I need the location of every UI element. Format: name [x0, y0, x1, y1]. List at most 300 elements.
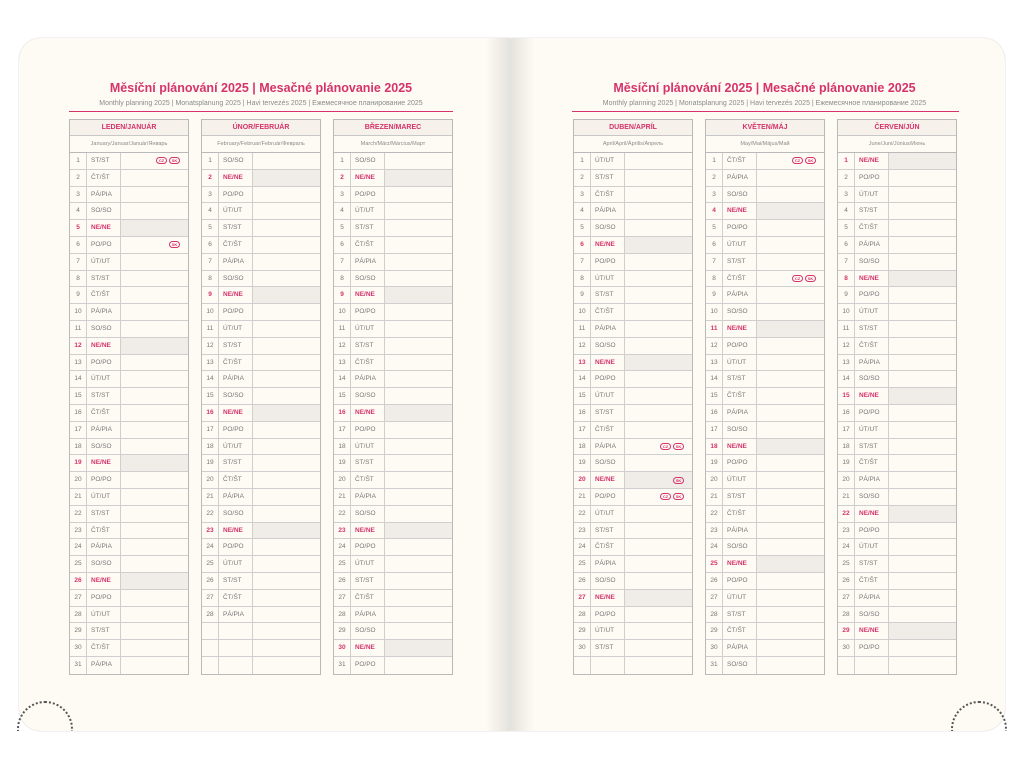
note-cell [889, 472, 956, 488]
note-cell [121, 371, 188, 387]
day-number: 2 [838, 170, 855, 186]
note-cell [253, 203, 320, 219]
note-cell [757, 338, 824, 354]
weekday-label: ČT/ŠT [87, 523, 121, 539]
day-row [706, 506, 824, 523]
note-cell [889, 203, 956, 219]
weekday-label: ST/ST [219, 220, 253, 236]
day-number: 26 [706, 573, 723, 589]
note-cell [625, 304, 692, 320]
day-number: 25 [706, 556, 723, 572]
weekday-label: SO/SO [723, 539, 757, 555]
month-translations: January/Januar/Január/Январь [70, 136, 188, 153]
weekday-label: SO/SO [591, 573, 625, 589]
day-row [838, 187, 956, 204]
weekday-label: ČT/ŠT [591, 422, 625, 438]
note-cell [121, 254, 188, 270]
weekday-label: PÁ/PIA [87, 187, 121, 203]
day-row [706, 254, 824, 271]
note-cell [385, 304, 452, 320]
note-cell [889, 271, 956, 287]
holiday-badge-icon: CZ [156, 157, 167, 164]
note-cell [121, 405, 188, 421]
day-row [202, 170, 320, 187]
note-cell [625, 388, 692, 404]
note-cell [757, 455, 824, 471]
day-row [334, 405, 452, 422]
day-row [334, 304, 452, 321]
day-number: 7 [706, 254, 723, 270]
day-row [838, 455, 956, 472]
note-cell [121, 623, 188, 639]
day-number [202, 623, 219, 639]
day-row [70, 556, 188, 573]
weekday-label: PÁ/PIA [87, 304, 121, 320]
note-cell [625, 237, 692, 253]
weekday-label: ČT/ŠT [855, 220, 889, 236]
holiday-badge-icon: SK [169, 157, 180, 164]
day-row [838, 489, 956, 506]
weekday-label: ÚT/UT [219, 203, 253, 219]
weekday-label: NE/NE [855, 388, 889, 404]
day-number: 1 [70, 153, 87, 169]
day-number: 10 [574, 304, 591, 320]
corner-dots-decoration [17, 701, 73, 757]
day-row [574, 657, 692, 674]
note-cell [625, 607, 692, 623]
day-number: 10 [706, 304, 723, 320]
day-row [706, 489, 824, 506]
day-row [574, 254, 692, 271]
day-row [334, 187, 452, 204]
day-row [706, 590, 824, 607]
day-row [838, 170, 956, 187]
day-number: 12 [838, 338, 855, 354]
month-name: KVĚTEN/MÁJ [706, 120, 824, 136]
weekday-label: SO/SO [723, 187, 757, 203]
note-cell [385, 556, 452, 572]
day-row [70, 287, 188, 304]
note-cell [625, 590, 692, 606]
day-number: 28 [70, 607, 87, 623]
day-number: 8 [202, 271, 219, 287]
note-cell [757, 321, 824, 337]
day-number: 23 [334, 523, 351, 539]
note-cell [121, 455, 188, 471]
month-translations: June/Juni/Június/Июнь [838, 136, 956, 153]
day-row [202, 455, 320, 472]
weekday-label: ÚT/UT [723, 355, 757, 371]
day-number: 25 [838, 556, 855, 572]
note-cell [121, 304, 188, 320]
note-cell [385, 455, 452, 471]
weekday-label: NE/NE [351, 640, 385, 656]
weekday-label: SO/SO [351, 388, 385, 404]
month-name: LEDEN/JANUÁR [70, 120, 188, 136]
day-number: 6 [70, 237, 87, 253]
day-row [202, 254, 320, 271]
day-number: 14 [706, 371, 723, 387]
day-row [202, 657, 320, 674]
weekday-label [219, 657, 253, 674]
day-number: 7 [574, 254, 591, 270]
day-row [574, 203, 692, 220]
weekday-label: ST/ST [87, 623, 121, 639]
day-row [334, 287, 452, 304]
day-row [574, 506, 692, 523]
day-number: 27 [574, 590, 591, 606]
weekday-label: ČT/ŠT [351, 237, 385, 253]
day-row [202, 287, 320, 304]
note-cell [253, 640, 320, 656]
day-row [838, 371, 956, 388]
weekday-label: PO/PO [351, 187, 385, 203]
day-row [706, 170, 824, 187]
note-cell [889, 657, 956, 674]
title-divider [572, 111, 959, 112]
note-cell [757, 640, 824, 656]
day-number: 14 [334, 371, 351, 387]
day-number: 4 [70, 203, 87, 219]
day-number: 5 [838, 220, 855, 236]
weekday-label [219, 623, 253, 639]
note-cell [625, 439, 692, 455]
weekday-label: PO/PO [855, 405, 889, 421]
note-cell [625, 203, 692, 219]
weekday-label: ÚT/UT [87, 254, 121, 270]
note-cell [121, 439, 188, 455]
day-number: 27 [706, 590, 723, 606]
month-table [837, 119, 957, 675]
day-number: 6 [574, 237, 591, 253]
weekday-label: ÚT/UT [87, 489, 121, 505]
weekday-label: ČT/ŠT [219, 355, 253, 371]
weekday-label: ST/ST [591, 523, 625, 539]
day-row [838, 472, 956, 489]
note-cell [385, 506, 452, 522]
note-cell [757, 203, 824, 219]
day-row [574, 539, 692, 556]
day-row [70, 590, 188, 607]
left-page [19, 38, 511, 731]
note-cell [757, 590, 824, 606]
note-cell [253, 254, 320, 270]
day-number [574, 657, 591, 674]
day-number: 19 [706, 455, 723, 471]
holiday-badge-icon: CZ [792, 157, 803, 164]
weekday-label: PO/PO [87, 355, 121, 371]
day-number: 8 [70, 271, 87, 287]
weekday-label: ÚT/UT [351, 203, 385, 219]
day-number: 30 [574, 640, 591, 656]
weekday-label: ÚT/UT [87, 371, 121, 387]
day-row [70, 623, 188, 640]
day-number: 30 [334, 640, 351, 656]
day-number: 8 [706, 271, 723, 287]
weekday-label: ST/ST [351, 573, 385, 589]
weekday-label: PÁ/PIA [87, 539, 121, 555]
weekday-label: ST/ST [351, 455, 385, 471]
note-cell [889, 304, 956, 320]
note-cell [253, 455, 320, 471]
day-row [202, 506, 320, 523]
weekday-label: PO/PO [591, 607, 625, 623]
weekday-label: SO/SO [219, 153, 253, 169]
day-number: 4 [838, 203, 855, 219]
day-number: 29 [838, 623, 855, 639]
weekday-label: NE/NE [87, 338, 121, 354]
day-row [574, 623, 692, 640]
day-row [70, 271, 188, 288]
weekday-label: SO/SO [855, 607, 889, 623]
weekday-label: ČT/ŠT [723, 153, 757, 169]
day-row [838, 153, 956, 170]
day-row [334, 623, 452, 640]
day-number: 19 [574, 455, 591, 471]
day-row [838, 388, 956, 405]
day-number: 18 [706, 439, 723, 455]
note-cell [253, 271, 320, 287]
weekday-label: ČT/ŠT [87, 170, 121, 186]
weekday-label: SO/SO [591, 338, 625, 354]
note-cell [625, 254, 692, 270]
weekday-label: PO/PO [351, 304, 385, 320]
note-cell [757, 371, 824, 387]
day-row [838, 439, 956, 456]
weekday-label: SO/SO [87, 556, 121, 572]
day-number: 10 [202, 304, 219, 320]
month-name: BŘEZEN/MAREC [334, 120, 452, 136]
note-cell [121, 506, 188, 522]
weekday-label: ST/ST [591, 287, 625, 303]
note-cell [385, 472, 452, 488]
note-cell [625, 455, 692, 471]
note-cell [889, 455, 956, 471]
day-number: 5 [70, 220, 87, 236]
weekday-label: SO/SO [855, 489, 889, 505]
note-cell [385, 371, 452, 387]
day-number: 30 [838, 640, 855, 656]
day-number: 15 [574, 388, 591, 404]
day-number: 7 [838, 254, 855, 270]
weekday-label: PO/PO [723, 220, 757, 236]
day-number: 13 [574, 355, 591, 371]
holiday-badge-icon: SK [673, 443, 684, 450]
day-number: 20 [70, 472, 87, 488]
day-number: 20 [574, 472, 591, 488]
weekday-label: PO/PO [219, 422, 253, 438]
weekday-label: ČT/ŠT [855, 338, 889, 354]
day-row [202, 153, 320, 170]
day-number: 2 [706, 170, 723, 186]
note-cell [253, 573, 320, 589]
day-number: 16 [838, 405, 855, 421]
note-cell [757, 405, 824, 421]
note-cell [121, 472, 188, 488]
weekday-label: NE/NE [87, 220, 121, 236]
day-number: 2 [70, 170, 87, 186]
day-number: 3 [70, 187, 87, 203]
note-cell [625, 170, 692, 186]
day-row [70, 539, 188, 556]
day-number: 22 [334, 506, 351, 522]
day-row [574, 640, 692, 657]
day-number: 24 [70, 539, 87, 555]
page-subtitle: Monthly planning 2025 | Monatsplanung 2025 | Havi tervezés 2025 | Ежемесячное планирование 2025 [602, 100, 927, 107]
day-number: 14 [574, 371, 591, 387]
day-number: 7 [334, 254, 351, 270]
weekday-label: ÚT/UT [855, 304, 889, 320]
day-number: 6 [334, 237, 351, 253]
day-number: 12 [334, 338, 351, 354]
note-cell [253, 153, 320, 169]
day-number: 8 [334, 271, 351, 287]
weekday-label: ČT/ŠT [351, 590, 385, 606]
day-row [70, 640, 188, 657]
note-cell [889, 388, 956, 404]
note-cell [757, 271, 824, 287]
weekday-label: ČT/ŠT [723, 271, 757, 287]
day-number: 15 [202, 388, 219, 404]
note-cell [385, 388, 452, 404]
day-row [838, 422, 956, 439]
note-cell [757, 287, 824, 303]
weekday-label: PÁ/PIA [87, 422, 121, 438]
day-row [838, 287, 956, 304]
day-number: 31 [70, 657, 87, 674]
day-number: 24 [838, 539, 855, 555]
day-row [706, 371, 824, 388]
weekday-label: PO/PO [591, 254, 625, 270]
day-row [706, 607, 824, 624]
weekday-label: ČT/ŠT [591, 539, 625, 555]
weekday-label: PO/PO [219, 187, 253, 203]
weekday-label: PO/PO [87, 590, 121, 606]
note-cell [625, 287, 692, 303]
note-cell [253, 439, 320, 455]
weekday-label: SO/SO [351, 506, 385, 522]
title-divider [69, 111, 453, 112]
note-cell [625, 472, 692, 488]
weekday-label: ÚT/UT [351, 439, 385, 455]
note-cell [889, 237, 956, 253]
note-cell [385, 287, 452, 303]
day-number: 1 [574, 153, 591, 169]
day-number: 22 [202, 506, 219, 522]
day-number: 22 [838, 506, 855, 522]
day-row [706, 153, 824, 170]
day-row [838, 523, 956, 540]
day-number: 3 [334, 187, 351, 203]
weekday-label: ČT/ŠT [723, 623, 757, 639]
weekday-label: PÁ/PIA [87, 657, 121, 674]
day-number: 1 [334, 153, 351, 169]
day-row [70, 472, 188, 489]
day-row [202, 405, 320, 422]
day-number: 29 [706, 623, 723, 639]
weekday-label: SO/SO [219, 388, 253, 404]
day-number: 9 [838, 287, 855, 303]
month-table [201, 119, 321, 675]
day-row [70, 220, 188, 237]
day-number: 10 [70, 304, 87, 320]
weekday-label: ÚT/UT [591, 271, 625, 287]
note-cell [253, 220, 320, 236]
weekday-label: ÚT/UT [351, 321, 385, 337]
weekday-label: ÚT/UT [87, 607, 121, 623]
weekday-label: NE/NE [219, 170, 253, 186]
weekday-label: NE/NE [87, 573, 121, 589]
weekday-label: PÁ/PIA [591, 321, 625, 337]
day-row [202, 590, 320, 607]
weekday-label [591, 657, 625, 674]
note-cell [385, 623, 452, 639]
day-row [838, 573, 956, 590]
day-row [838, 304, 956, 321]
weekday-label: ST/ST [351, 338, 385, 354]
note-cell [385, 271, 452, 287]
month-table [705, 119, 825, 675]
day-row [838, 657, 956, 674]
day-row [574, 220, 692, 237]
weekday-label: PÁ/PIA [591, 556, 625, 572]
day-row [574, 556, 692, 573]
day-number: 14 [70, 371, 87, 387]
day-number: 17 [574, 422, 591, 438]
weekday-label: ČT/ŠT [591, 187, 625, 203]
day-row [70, 388, 188, 405]
weekday-label: PÁ/PIA [855, 355, 889, 371]
day-row [706, 539, 824, 556]
day-number: 21 [202, 489, 219, 505]
note-cell [253, 338, 320, 354]
day-row [574, 153, 692, 170]
note-cell [253, 489, 320, 505]
day-number: 5 [202, 220, 219, 236]
holiday-badge-icon: SK [673, 477, 684, 484]
note-cell [253, 170, 320, 186]
day-number [202, 657, 219, 674]
day-number: 31 [334, 657, 351, 674]
weekday-label: PO/PO [219, 539, 253, 555]
note-cell [625, 422, 692, 438]
weekday-label: PO/PO [855, 523, 889, 539]
weekday-label: PO/PO [723, 573, 757, 589]
day-number: 16 [202, 405, 219, 421]
day-number: 15 [334, 388, 351, 404]
weekday-label: ČT/ŠT [723, 506, 757, 522]
day-row [70, 657, 188, 674]
day-row [706, 304, 824, 321]
note-cell [385, 573, 452, 589]
day-number: 13 [202, 355, 219, 371]
day-number: 26 [202, 573, 219, 589]
note-cell [253, 556, 320, 572]
weekday-label: PO/PO [855, 170, 889, 186]
day-number: 3 [202, 187, 219, 203]
note-cell [121, 203, 188, 219]
weekday-label: PÁ/PIA [723, 523, 757, 539]
day-row [202, 439, 320, 456]
day-number: 20 [334, 472, 351, 488]
weekday-label: ČT/ŠT [87, 287, 121, 303]
weekday-label: ST/ST [87, 153, 121, 169]
weekday-label: ST/ST [723, 607, 757, 623]
day-number: 26 [838, 573, 855, 589]
month-name: ČERVEN/JÚN [838, 120, 956, 136]
weekday-label: ST/ST [219, 338, 253, 354]
day-row [202, 271, 320, 288]
